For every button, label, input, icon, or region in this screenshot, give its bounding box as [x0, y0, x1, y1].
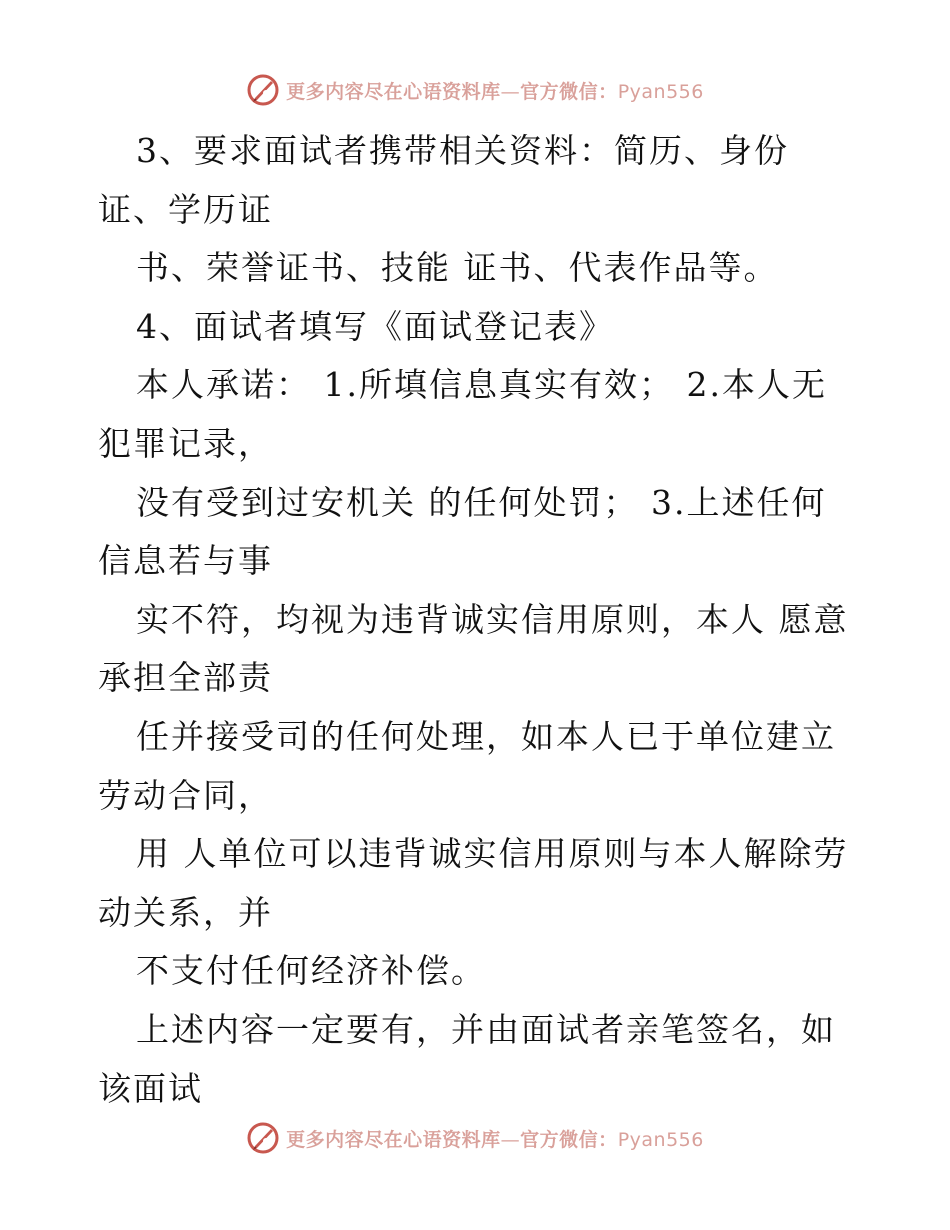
watermark-separator: —	[500, 80, 521, 103]
paragraph: 任并接受司的任何处理，如本人已于单位建立劳动合同，	[98, 716, 836, 815]
watermark-wechat-label: 官方微信：	[520, 1128, 618, 1151]
paragraph: 上述内容一定要有，并由面试者亲笔签名，如该面试	[98, 1009, 836, 1108]
watermark-wechat-id: Pyan556	[617, 80, 704, 103]
paragraph: 3、要求面试者携带相关资料：简历、身份证、学历证	[98, 131, 789, 229]
watermark-text	[286, 1125, 704, 1152]
quill-logo-icon	[246, 73, 280, 107]
paragraph: 4、面试者填写《面试登记表》	[136, 306, 614, 346]
paragraph: 没有受到过安机关 的任何处罚； 3.上述任何信息若与事	[98, 482, 827, 581]
page-header-watermark	[0, 70, 950, 110]
paragraph: 本人承诺： 1.所填信息真实有效； 2.本人无犯罪记录，	[98, 365, 827, 463]
paragraph: 书、荣誉证书、技能 证书、代表作品等。	[136, 248, 779, 288]
paragraph: 实不符，均视为违背诚实信用原则，本人 愿意承担全部责	[98, 599, 849, 698]
watermark-title: 更多内容尽在心语资料库	[286, 80, 501, 103]
watermark-text	[286, 77, 704, 104]
quill-logo-icon	[246, 1121, 280, 1155]
paragraph: 用 人单位可以违背诚实信用原则与本人解除劳动关系，并	[98, 834, 849, 932]
page-footer-watermark	[0, 1118, 950, 1158]
watermark-wechat-id: Pyan556	[617, 1128, 704, 1151]
watermark-title: 更多内容尽在心语资料库	[286, 1128, 501, 1151]
watermark-separator: —	[500, 1128, 521, 1151]
paragraph: 不支付任何经济补偿。	[136, 951, 486, 991]
watermark-wechat-label: 官方微信：	[520, 80, 618, 103]
document-body	[98, 122, 858, 1118]
